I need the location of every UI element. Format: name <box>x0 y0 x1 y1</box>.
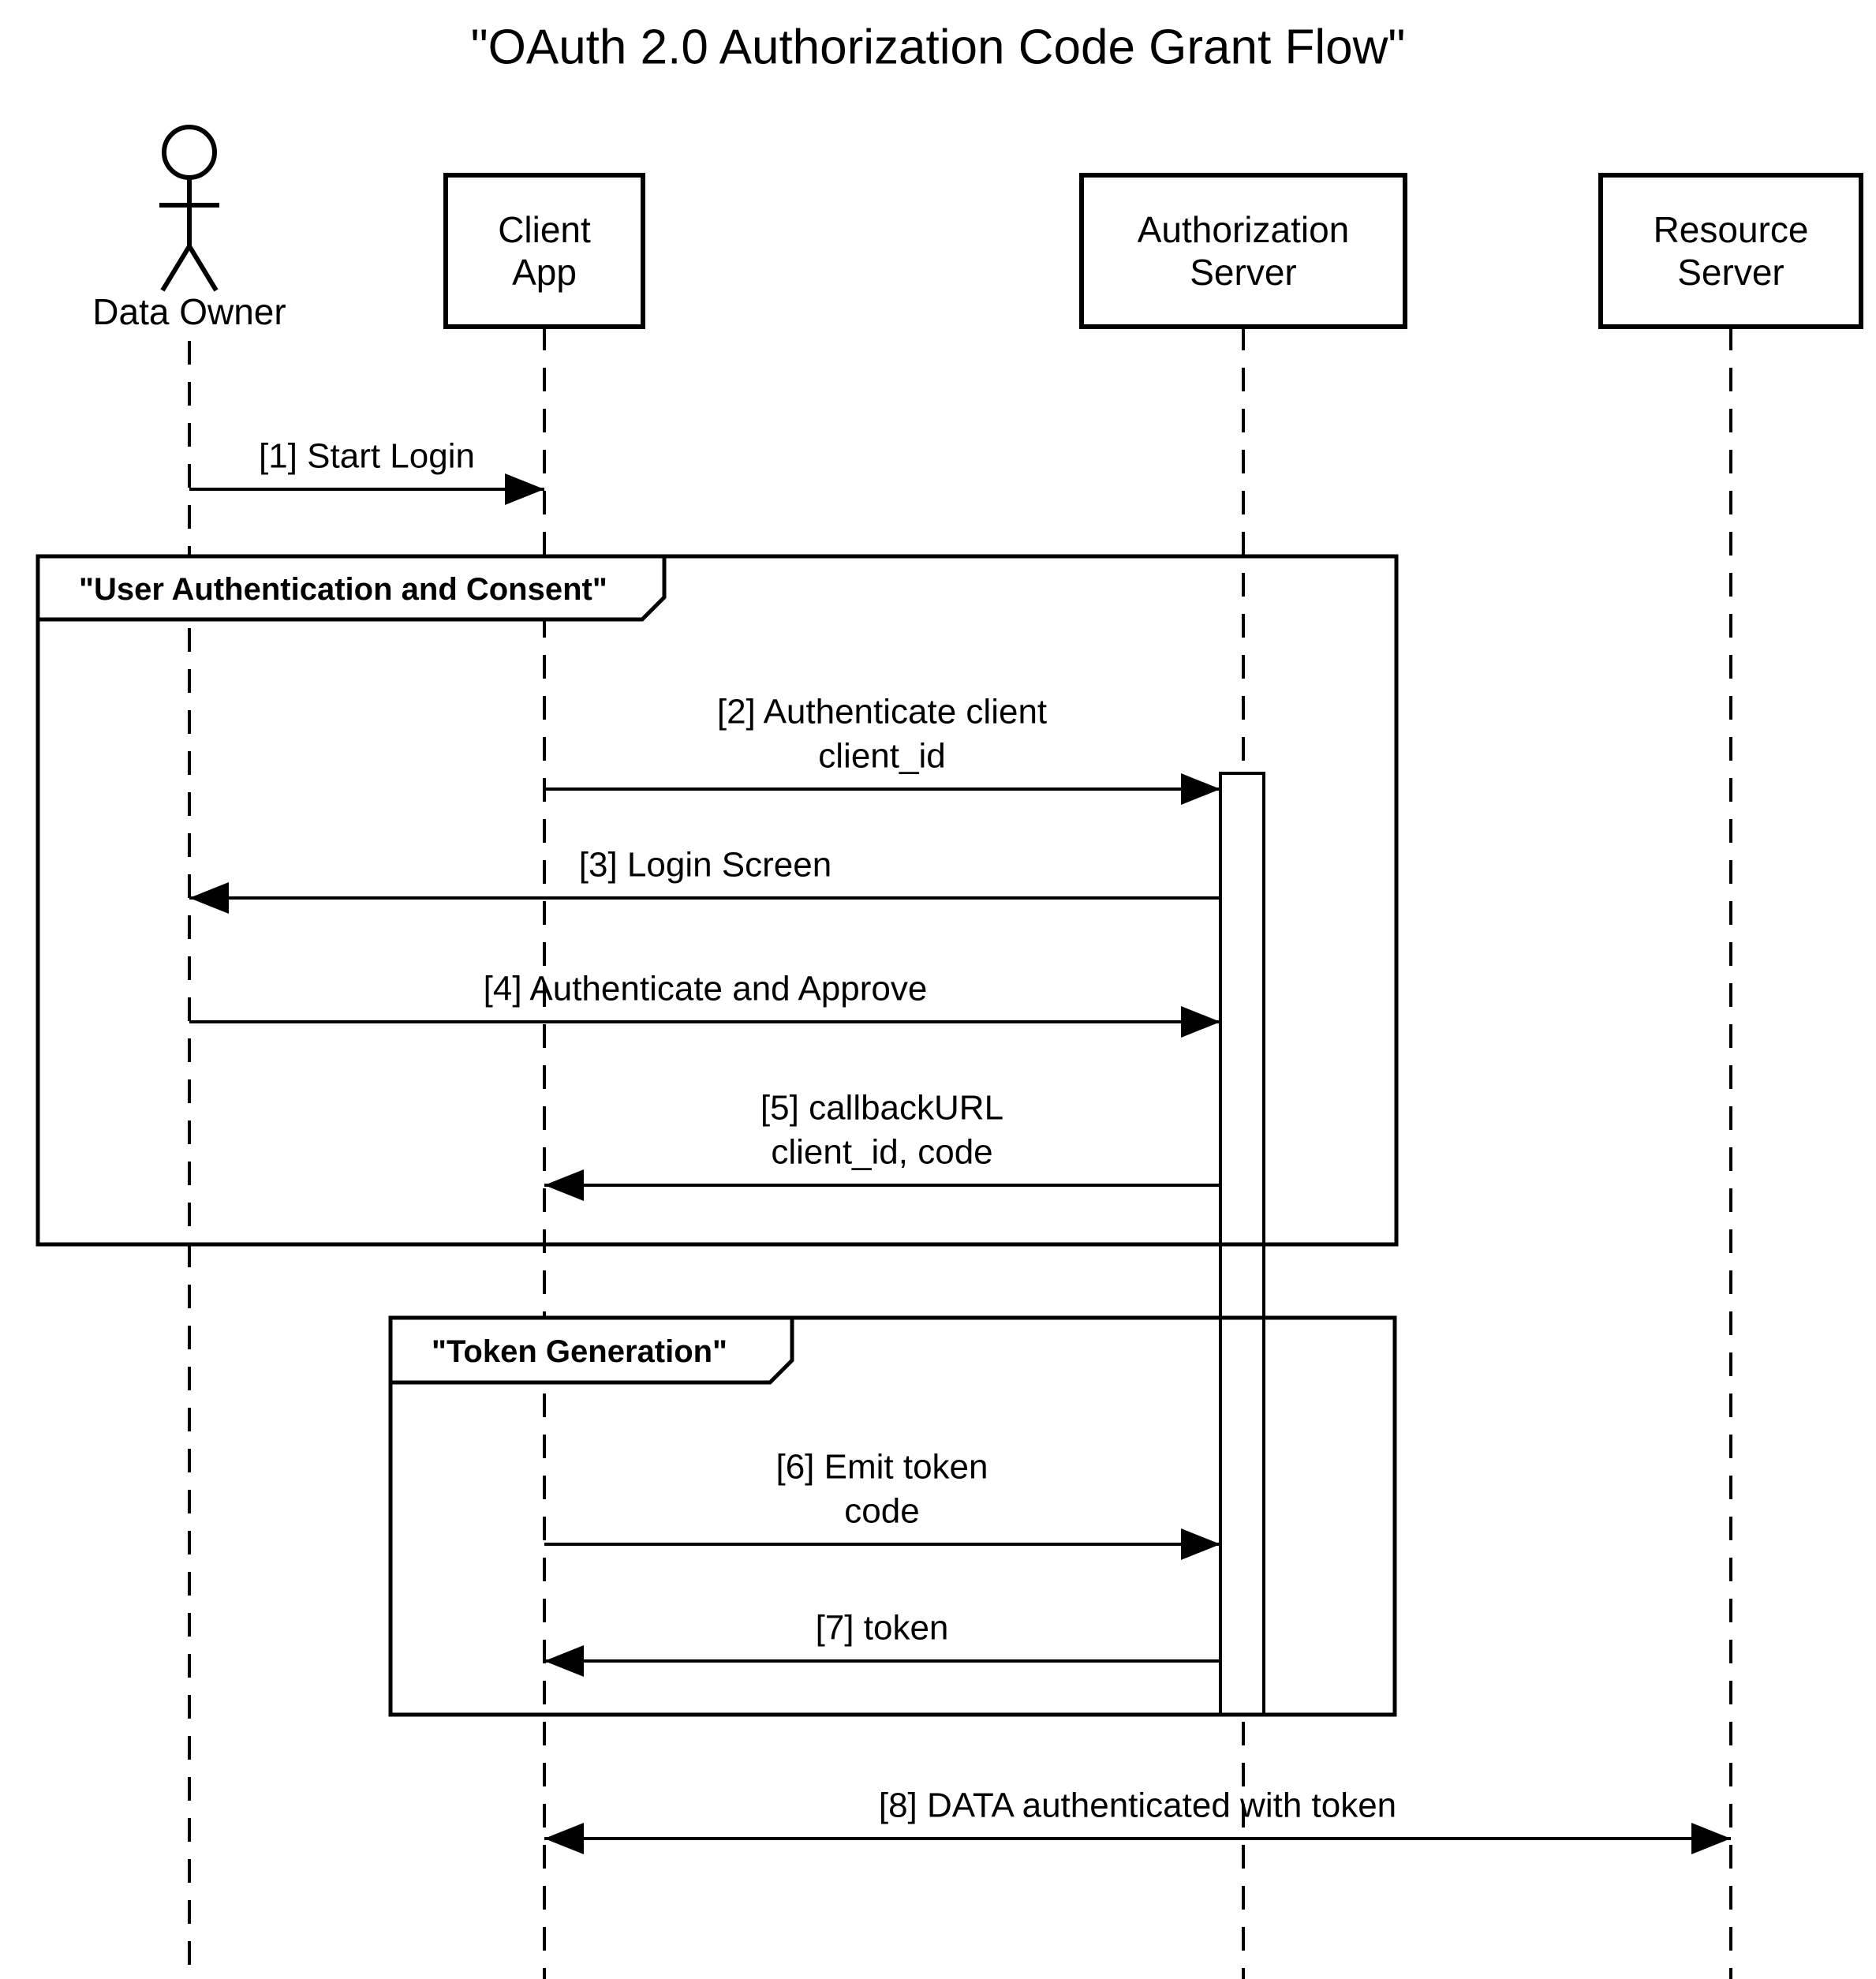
participant-resource-server-label-line-2: Server <box>1677 252 1784 293</box>
message-3-label-line-1: [3] Login Screen <box>578 845 832 885</box>
participant-data-owner-label: Data Owner <box>92 291 286 332</box>
message-3-arrowhead-end <box>189 882 229 914</box>
participant-resource-server-box <box>1601 175 1861 327</box>
participant-client-app-label-line-1: Client <box>498 209 591 250</box>
frame-token-generation-label: "Token Generation" <box>432 1334 728 1369</box>
message-4-label-line-1: [4] Authenticate and Approve <box>483 969 928 1008</box>
actor-right-leg-icon <box>189 246 216 290</box>
actor-head-icon <box>164 127 215 178</box>
diagram-title: "OAuth 2.0 Authorization Code Grant Flow" <box>470 20 1406 75</box>
participant-resource-server-label-line-1: Resource <box>1653 209 1809 250</box>
message-1-arrowhead-end <box>505 473 544 505</box>
actor-left-leg-icon <box>163 246 189 290</box>
frame-user-authentication-and-consent-label: "User Authentication and Consent" <box>79 572 607 607</box>
message-7-arrowhead-end <box>544 1645 584 1677</box>
message-2-label-line-1: [2] Authenticate client <box>716 692 1048 731</box>
message-1-label-line-1: [1] Start Login <box>259 436 475 476</box>
message-6-label-line-1: [6] Emit token <box>775 1447 988 1487</box>
message-6-arrowhead-end <box>1181 1528 1220 1560</box>
participant-authorization-server-label-line-2: Server <box>1190 252 1297 293</box>
message-6-label-line-2: code <box>844 1491 920 1531</box>
message-2-label-line-2: client_id <box>818 736 946 776</box>
message-4-arrowhead-end <box>1181 1006 1220 1038</box>
frame-user-authentication-and-consent <box>38 556 1396 1244</box>
message-8-arrowhead-start <box>544 1823 584 1854</box>
message-5-label-line-2: client_id, code <box>771 1132 993 1172</box>
message-8-label-line-1: [8] DATA authenticated with token <box>878 1786 1397 1825</box>
message-2-arrowhead-end <box>1181 773 1220 805</box>
message-5-label-line-1: [5] callbackURL <box>760 1088 1004 1128</box>
participant-authorization-server-box <box>1082 175 1405 327</box>
message-5-arrowhead-end <box>544 1169 584 1201</box>
participant-client-app-box <box>446 175 643 327</box>
participant-authorization-server-label-line-1: Authorization <box>1137 209 1350 250</box>
message-8-arrowhead-end <box>1691 1823 1731 1854</box>
message-7-label-line-1: [7] token <box>815 1608 949 1648</box>
participant-client-app-label-line-2: App <box>512 252 577 293</box>
